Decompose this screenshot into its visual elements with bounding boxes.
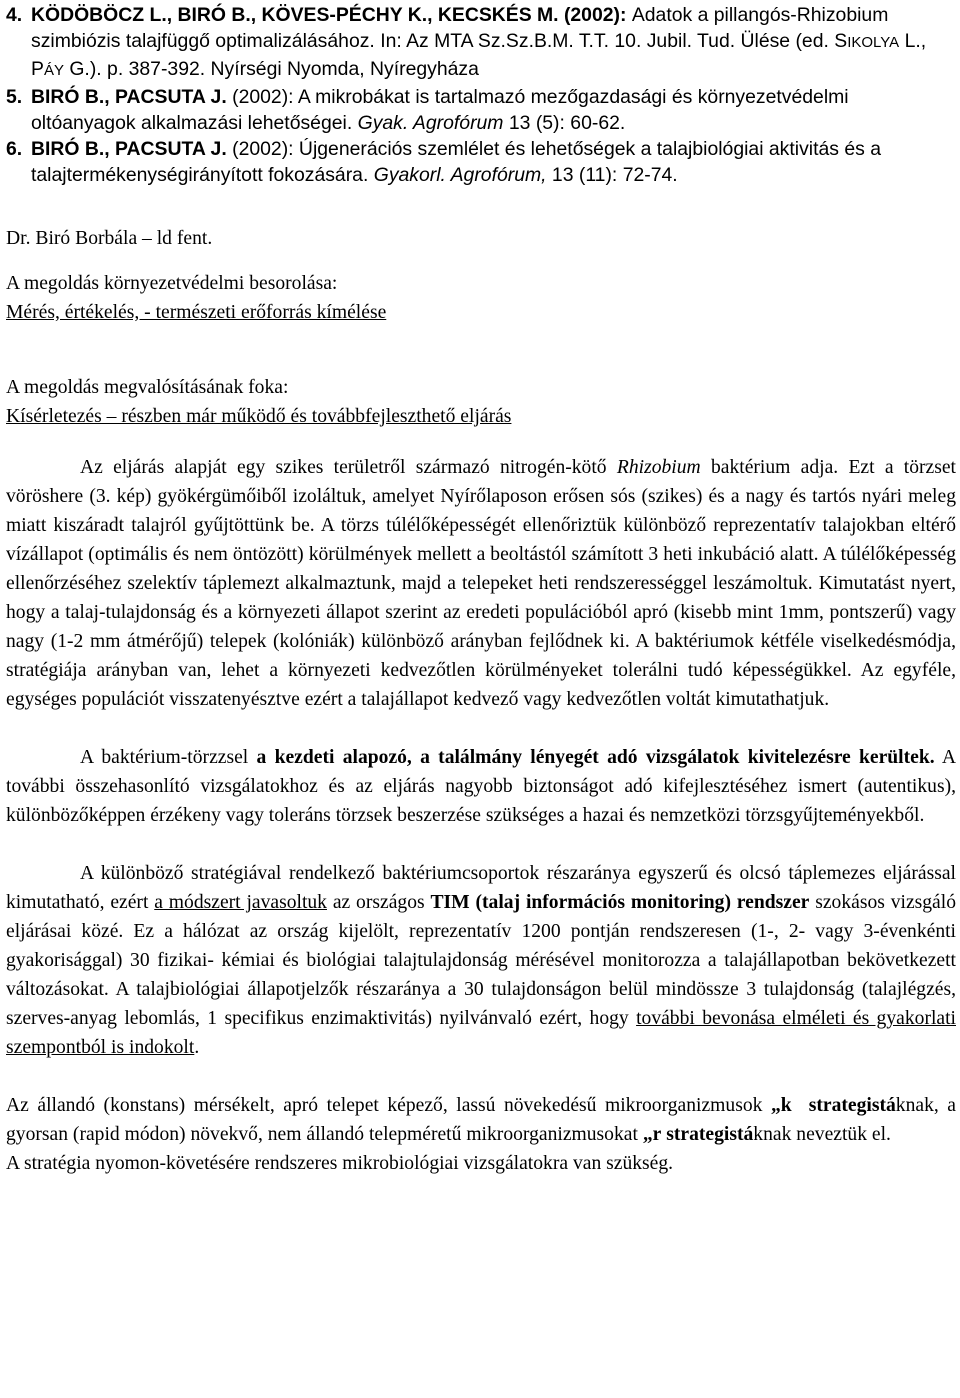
reference-title: Adatok a pillangós-Rhizobium szimbiózis talajfüggő optimalizálásához. — [31, 4, 889, 52]
r-strategist-term: strategistá — [666, 1124, 754, 1145]
underlined-phrase: a módszert javasoltuk — [154, 892, 327, 913]
classification-value: Mérés, értékelés, - természeti erőforrás kímélése — [6, 302, 387, 323]
reference-journal: Gyakorl. Agrofórum, — [373, 164, 547, 186]
reference-item — [6, 84, 956, 136]
paragraph-2-bold: a kezdeti alapozó, a találmány lényegét adó vizsgálatok kivitelezésre kerültek. — [256, 747, 935, 768]
k-strategist-term: strategistá — [808, 1095, 896, 1116]
reference-title: (2002): A mikrobákat is tartalmazó mezőgazdasági és környezetvédelmi oltóanyagok alkalmazási lehetőségei. — [31, 86, 849, 134]
reference-source: In: Az MTA Sz.Sz.B.M. T.T. 10. Jubil. Tud. Ülése (ed. SIKOLYA L., PÁY G.). p. 387-392. Nyírségi Nyomda, Nyíregyháza — [31, 30, 927, 80]
reference-number: 6. — [6, 138, 23, 160]
reference-authors: KÖDÖBÖCZ L., BIRÓ B., KÖVES-PÉCHY K., KECSKÉS M. (2002): — [31, 4, 627, 26]
classification-heading: A megoldás környezetvédelmi besorolása: — [6, 273, 338, 294]
underlined-phrase: további bevonása elméleti és gyakorlati szempontból is indokolt — [6, 1008, 956, 1058]
tim-system-name: TIM (talaj információs monitoring) rendszer — [430, 892, 810, 913]
reference-journal: Gyak. Agrofórum — [357, 112, 504, 134]
realization-heading: A megoldás megvalósításának foka: — [6, 377, 289, 398]
realization-value: Kísérletezés – részben már működő és továbbfejleszthető eljárás — [6, 406, 512, 427]
paragraph-4: Az állandó (konstans) mérsékelt, apró telepet képező, lassú növekedésű mikroorganizmusok „k strategistáknak, a gyorsan (rapid módon) növekvő, nem állandó telepméretű mikroorganizmusokat „r strategistáknak neveztük el. — [6, 1095, 956, 1145]
reference-title: (2002): Újgenerációs szemlélet és lehetőségek a talajbiológiai aktivitás és a talajtermékenységirányított fokozására. — [31, 138, 881, 186]
rhizobium-term: Rhizobium — [616, 457, 701, 478]
reference-authors: BIRÓ B., PACSUTA J. — [31, 86, 227, 108]
reference-item — [6, 136, 956, 188]
paragraph-2: A baktérium-törzzsel a kezdeti alapozó, a találmány lényegét adó vizsgálatok kivitelezésre kerültek. A további összehasonlító vizsgálatokhoz és az eljárás nagyobb biztonságot adó kifejlesztéséhez ismert (autentikus), különbözőképpen érzékeny vagy toleráns törzsek beszerzése szükséges a hazai és nemzetközi törzsgyűjteményekből. — [6, 747, 957, 826]
realization-section — [6, 373, 956, 431]
reference-volume: 13 (11): 72-74. — [551, 164, 678, 186]
reference-number: 5. — [6, 86, 23, 108]
reference-list — [6, 2, 956, 188]
reference-volume: 13 (5): 60-62. — [508, 112, 626, 134]
reference-item — [6, 2, 956, 84]
reference-authors: BIRÓ B., PACSUTA J. — [31, 138, 227, 160]
reference-number: 4. — [6, 4, 23, 26]
classification-section — [6, 269, 956, 327]
paragraph-3: A különböző stratégiával rendelkező baktériumcsoportok részaránya egyszerű és olcsó táplemezes eljárással kimutatható, ezért a módszert javasoltuk az országos TIM (talaj információs monitoring) rendszer szokásos vizsgáló eljárásai közé. Ez a hálózat az ország kijelölt, reprezentatív 1200 pontján rendszeresen (1-, 2- vagy 3-évenkénti gyakorisággal) 30 fizikai- kémiai és biológiai talajtulajdonság mérésével monitorozza a talajállapotban bekövetkezett változásokat. A talajbiológiai állapotjelzők részaránya a 30 tulajdonságon belül mindössze 3 tulajdonság (talajlégzés, szerves-anyag lebomlás, 1 specifikus enzimaktivitás) nyilvánvaló ezért, hogy további bevonása elméleti és gyakorlati szempontból is indokolt. — [6, 863, 956, 1058]
paragraph-5: A stratégia nyomon-követésére rendszeres mikrobiológiai vizsgálatokra van szükség. — [6, 1153, 674, 1174]
author-line: Dr. Biró Borbála – ld fent. — [6, 228, 213, 249]
paragraph-1: Az eljárás alapját egy szikes területről származó nitrogén-kötő Rhizobium baktérium adja. Ezt a törzset vöröshere (3. kép) gyökérgümőiből izoláltuk, amelyet Nyírőlaposon erősen sós (szikes) és a nagy és tartós nyári meleg miatt kiszáradt talajról gyűjtöttünk be. A törzs túlélőképességét ellenőriztük különböző reprezentatív talajokban eltérő vízállapot (optimális és nem öntözött) körülmények mellett a beoltástól számított 3 heti inkubáció alatt. A túlélőképesség ellenőrzéséhez szelektív táplemezt alkalmaztunk, majd a telepeket heti rendszerességgel leszámoltuk. Kimutatást nyert, hogy a talaj-tulajdonság és a környezeti állapot szerint az eredeti populációból apró (kisebb mint 1mm, pontszerű) vagy nagy (1-2 mm átmérőjű) telepek (kolóniák) különböző arányban fejlődnek ki. A baktériumok kétféle viselkedésmódja, stratégiája arányban van, lehet a környezeti kedvezőtlen körülményeket tolerálni tudó képességükkel. Az egyféle, egységes populációt visszatenyésztve ezért a talajállapot kedvező vagy kedvezőtlen voltát kimutathatjuk. — [6, 457, 956, 710]
document-page — [0, 2, 960, 1178]
